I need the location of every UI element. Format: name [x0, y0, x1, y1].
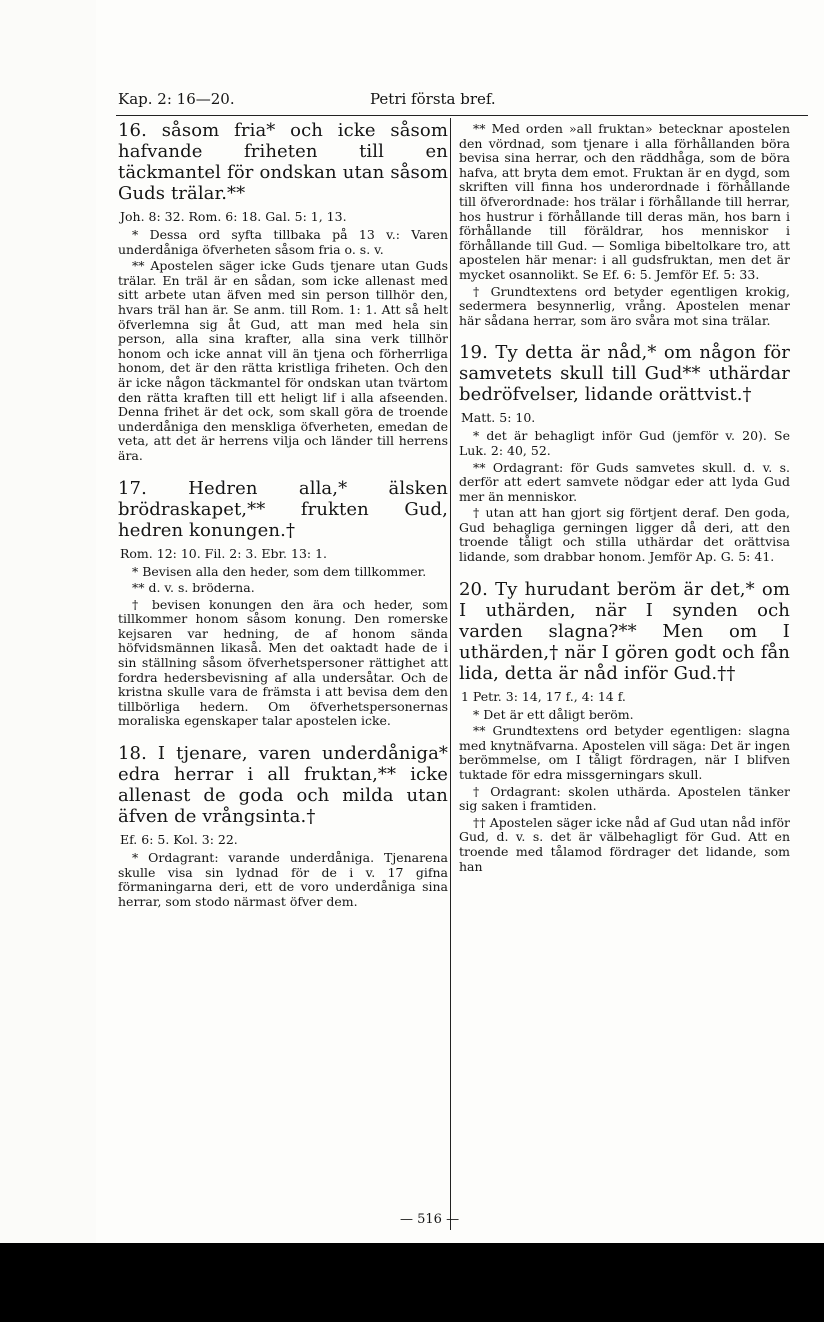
- verse-17-note-1: * Bevisen alla den heder, som dem tillkommer.: [132, 563, 427, 579]
- scan-border: [0, 1243, 824, 1322]
- verse-16: 16. såsom fria* och icke såsom hafvande friheten till en täckmantel för ondskan utan såsom Guds trälar.**: [118, 120, 448, 204]
- verse-18-note-3: † Grundtextens ord betyder egentligen krokig, sedermera besynnerlig, vrång. Apostelen menar här sådana herrar, som äro svåra mot sina trälar.: [459, 283, 790, 328]
- verse-18-note-1: * Ordagrant: varande underdåniga. Tjenarena skulle visa sin lydnad för de i v. 17 gifna förmaningarna deri, ett de voro underdåniga sina herrar, som stodo närmast öfver dem.: [118, 850, 448, 909]
- verse-18-note-2: ** Med orden »all fruktan» betecknar apostelen den vördnad, som tjenare i alla förhållanden böra bevisa sina herrar, och den räddhåga, som de böra hafva, att bryta dem emot. Fruktan är en dygd, som skriften vill finna hos underordnade i förhållande till öfverordnade: hos trälar i förhållande till herrar, hos hustrur i förhållande till deras män, hos barn i förhållande till föräldrar, hos menniskor i förhållande till Gud. — Somliga bibeltolkare tro, att apostelen här menar: i all gudsfruktan, men det är mycket osannolikt. Se Ef. 6: 5. Jemför Ef. 5: 33.: [459, 121, 790, 282]
- book-title: Petri första bref.: [370, 90, 496, 108]
- header-rule: [116, 115, 808, 116]
- verse-20-note-3: † Ordagrant: skolen uthärda. Apostelen tänker sig saken i framtiden.: [459, 783, 790, 814]
- verse-17-note-2: ** d. v. s. bröderna.: [132, 580, 255, 596]
- verse-20-note-1: * Det är ett dåligt beröm.: [473, 706, 634, 722]
- left-margin: [0, 0, 96, 1322]
- verse-19-note-2: ** Ordagrant: för Guds samvetes skull. d. v. s. derför att edert samvete nödgar eder att lyda Gud mer än menniskor.: [459, 459, 790, 504]
- verse-17-refs: Rom. 12: 10. Fil. 2: 3. Ebr. 13: 1.: [120, 545, 328, 561]
- verse-18: 18. I tjenare, varen underdåniga* edra herrar i all fruktan,** icke allenast de goda och milda utan äfven de vrångsinta.†: [118, 743, 448, 828]
- verse-20-note-4: †† Apostelen säger icke nåd af Gud utan nåd inför Gud, d. v. s. det är välbehagligt för Gud. Att en troende med tålamod fördrager det lidande, som han: [459, 814, 790, 874]
- verse-20: 20. Ty hurudant beröm är det,* om I uthärden, när I synden och varden slagna?** Men om I uthärden,† när I gören godt och fån lida, detta är nåd inför Gud.††: [459, 578, 790, 684]
- left-column: [118, 120, 448, 909]
- verse-16-note-1: * Dessa ord syfta tillbaka på 13 v.: Varen underdåniga öfverheten såsom fria o. s. v.: [118, 227, 448, 257]
- column-divider: [450, 118, 451, 1230]
- verse-19-refs: Matt. 5: 10.: [461, 410, 536, 426]
- verse-19: 19. Ty detta är nåd,* om någon för samvetets skull till Gud** uthärdar bedröfvelser, lidande orättvist.†: [459, 342, 790, 406]
- verse-18-refs: Ef. 6: 5. Kol. 3: 22.: [120, 832, 238, 848]
- verse-19-note-1: * det är behagligt inför Gud (jemför v. 20). Se Luk. 2: 40, 52.: [459, 428, 790, 458]
- verse-16-refs: Joh. 8: 32. Rom. 6: 18. Gal. 5: 1, 13.: [120, 209, 347, 224]
- verse-20-refs: 1 Petr. 3: 14, 17 f., 4: 14 f.: [461, 688, 626, 704]
- right-column: [459, 120, 790, 874]
- verse-17: 17. Hedren alla,* älsken brödraskapet,** frukten Gud, hedren konungen.†: [118, 477, 448, 541]
- verse-16-note-2: ** Apostelen säger icke Guds tjenare utan Guds trälar. En träl är en sådan, som icke allenast med sitt arbete utan äfven med sin person tillhör den, hvars träl han är. Se anm. till Rom. 1: 1. Att så helt öfverlemna sig åt Gud, att man med hela sin person, alla sina krafter, alla sina verk tillhör honom och icke annat vill än tjena och förherrliga honom, det är den rätta kristliga friheten. Och den är icke någon täckmantel för ondskan utan tvärtom den rätta kraften till ett heligt lif i alla afseenden. Denna frihet är det ock, som skall göra de troende underdåniga den menskliga öfverheten, emedan de veta, att det är herrens vilja och länder till herrens ära.: [118, 258, 448, 463]
- verse-17-note-3: † bevisen konungen den ära och heder, som tillkommer honom såsom konung. Den romerske kejsaren var hedning, de af honom sända höfvidsmännen likaså. Men det oaktadt hade de i sin ställning såsom öfverhetspersoner rättighet att fordra hedersbevisning af alla undersåtar. Och de kristna skulle vara de främsta i att bevisa dem den tillbörliga hedern. Om öfverhetspersonernas moraliska egenskaper talar apostelen icke.: [118, 596, 448, 729]
- chapter-reference: Kap. 2: 16—20.: [118, 90, 235, 108]
- verse-20-note-2: ** Grundtextens ord betyder egentligen: slagna med knytnäfvarna. Apostelen vill säga: Det är ingen berömmelse, om I tåligt fördragen, när I blifven tuktade för edra missgerningars skull.: [459, 723, 790, 783]
- running-head: [118, 90, 808, 114]
- page-number: — 516 —: [400, 1212, 460, 1227]
- verse-19-note-3: † utan att han gjort sig förtjent deraf. Den goda, Gud behagliga gerningen ligger då deri, att den troende tåligt och stilla uthärdar det orättvisa lidande, som drabbar honom. Jemför Ap. G. 5: 41.: [459, 505, 790, 565]
